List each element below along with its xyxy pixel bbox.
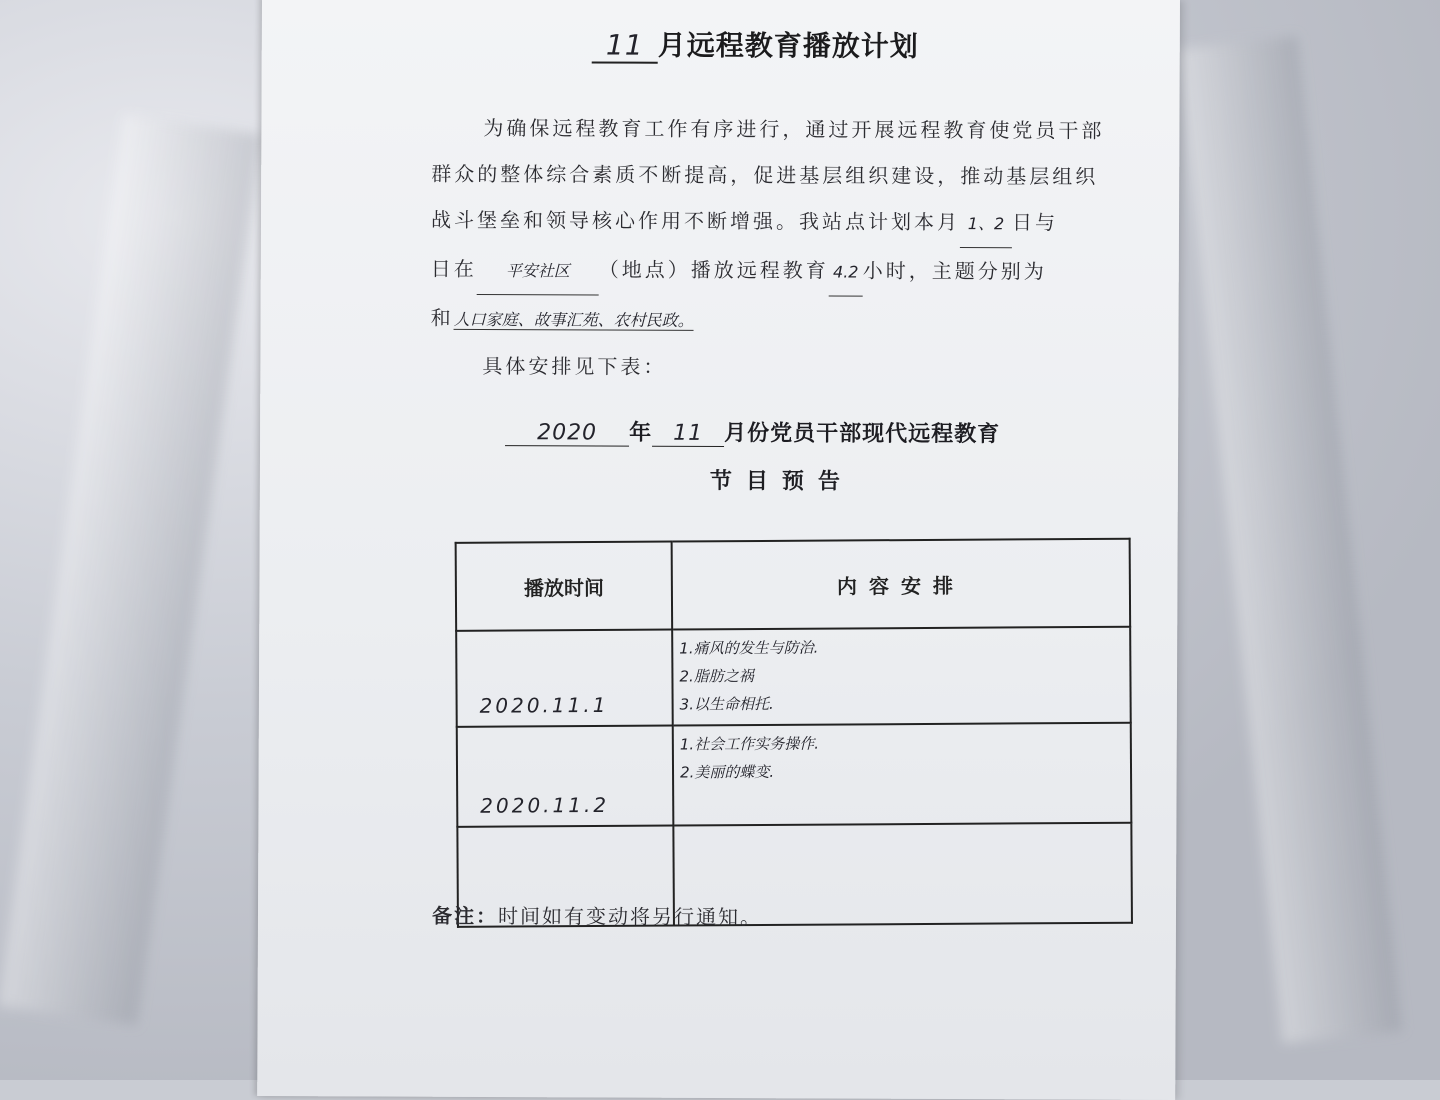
table-row — [456, 627, 1131, 727]
schedule-month: 11 — [673, 420, 704, 446]
footnote — [432, 900, 762, 930]
content-item: 1.社会工作实务操作. — [679, 734, 820, 754]
row-time: 2020.11.1 — [456, 630, 673, 727]
row-content — [673, 723, 1132, 826]
schedule-table — [455, 538, 1133, 892]
content-item: 1.痛风的发生与防治. — [679, 638, 819, 658]
document-page — [257, 0, 1180, 1100]
note-label: 备注： — [431, 903, 499, 929]
intro-line — [431, 197, 1131, 249]
year-suffix: 年 — [629, 420, 653, 446]
hours-field: 4.2 — [829, 249, 863, 296]
intro-text: 小时，主题分别为 — [862, 258, 1047, 284]
intro-line — [430, 295, 1130, 346]
month-blank — [652, 421, 724, 447]
content-item: 3.以生命相托. — [679, 694, 774, 714]
content-item: 2.脂肪之祸 — [679, 667, 754, 686]
note-text: 时间如有变动将另行通知。 — [497, 904, 763, 930]
page-title — [592, 23, 919, 64]
title-month-blank — [592, 28, 658, 63]
table-header-row — [456, 539, 1131, 631]
intro-line: 群众的整体综合素质不断提高，促进基层组织建设，推动基层组织 — [431, 161, 1099, 189]
row-content — [672, 627, 1131, 726]
year-blank — [505, 420, 629, 447]
schedule-heading-text: 月份党员干部现代远程教育 — [724, 421, 1001, 448]
days-field: 1、2 — [960, 201, 1012, 248]
header-content: 内容安排 — [672, 539, 1131, 630]
intro-text: （地点）播放远程教育 — [598, 257, 829, 283]
intro-text: 和 — [430, 305, 454, 330]
row-time: 2020.11.2 — [457, 726, 674, 827]
intro-line: 为确保远程教育工作有序进行，通过开展远程教育使党员干部 — [483, 115, 1105, 143]
topics-field: 人口家庭、故事汇苑、农村民政。 — [453, 309, 694, 330]
title-month: 11 — [605, 28, 644, 62]
intro-line: 具体安排见下表： — [482, 353, 667, 379]
location-field: 平安社区 — [477, 248, 599, 296]
schedule-year: 2020 — [537, 420, 598, 446]
intro-text: 日在 — [430, 256, 477, 281]
intro-text: 战斗堡垒和领导核心作用不断增强。我站点计划本月 — [430, 207, 961, 235]
schedule-subheading: 节目预告 — [709, 468, 854, 495]
schedule-heading — [505, 415, 1000, 448]
header-time: 播放时间 — [456, 542, 673, 631]
intro-line — [431, 246, 1131, 298]
title-text: 月远程教育播放计划 — [657, 28, 919, 63]
table-row — [457, 723, 1132, 827]
intro-paragraph — [430, 105, 1131, 392]
intro-text: 日与 — [1011, 210, 1059, 235]
content-item: 2.美丽的蝶变. — [679, 762, 775, 782]
